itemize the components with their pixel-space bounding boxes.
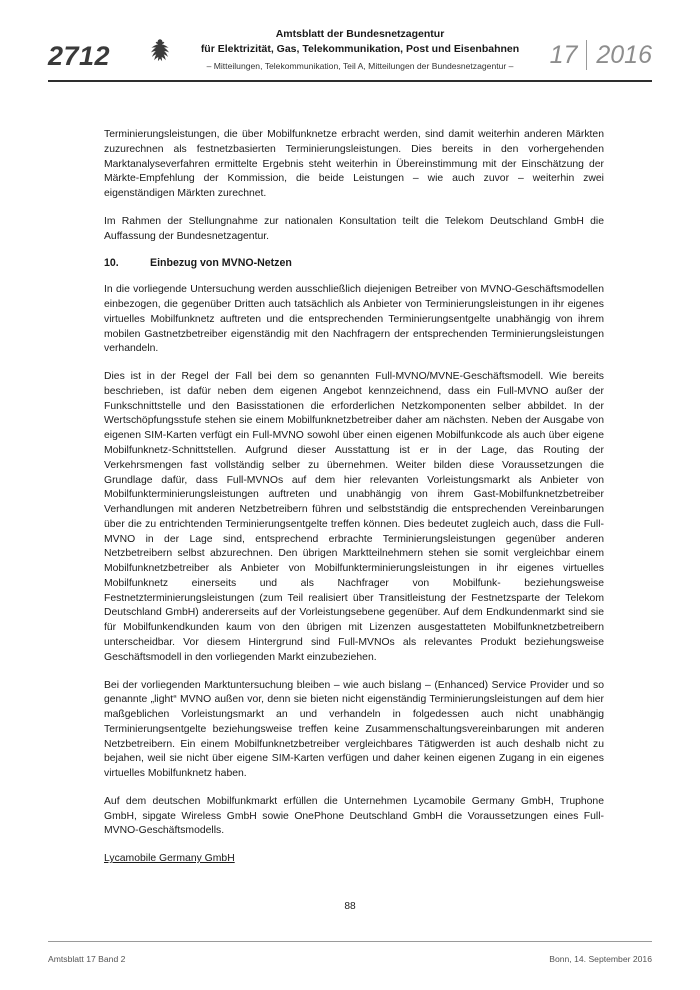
header-titles [180,27,540,70]
section-heading-10 [104,257,604,269]
paragraph-2: Im Rahmen der Stellungnahme zur nationalen Konsultation teilt die Telekom Deutschland GmbH die Auffassung der Bundesnetzagentur. [104,215,604,242]
section-title: Einbezug von MVNO-Netzen [150,257,292,270]
subheading-lycamobile: Lycamobile Germany GmbH [104,853,235,865]
header-title-line-2: für Elektrizität, Gas, Telekommunikation, Post und Eisenbahnen [200,42,520,55]
footer-left-text: Amtsblatt 17 Band 2 [48,954,126,964]
page-footer [48,941,652,964]
page-header [0,0,700,82]
header-divider [586,40,587,70]
header-issue-number: 17 [549,40,578,69]
paragraph-6: Auf dem deutschen Mobilfunkmarkt erfüllen die Unternehmen Lycamobile Germany GmbH, Truphone GmbH, sipgate Wireless GmbH sowie OnePhone Deutschland GmbH die Voraussetzungen eines Full-MVNO-Geschäftsmodells. [104,795,604,837]
german-federal-eagle-icon [140,31,180,67]
paragraph-3: In die vorliegende Untersuchung werden ausschließlich diejenigen Betreiber von MVNO-Geschäftsmodellen einbezogen, die gegenüber Dritten auch tatsächlich als Anbieter von Terminierungsleistungen in ihr eigenes virtuelles Mobilfunknetz auftreten und die entsprechenden Terminierungsentgelte unabhängig von ihrem mobilen Gastnetzbetreiber eigenständig mit den Nachfragern der entsprechenden Terminierungsleistungen verhandeln. [104,284,604,355]
header-subtitle: – Mitteilungen, Telekommunikation, Teil A, Mitteilungen der Bundesnetzagentur – [206,60,514,71]
page-number: 88 [344,901,356,912]
footer-rule [48,941,652,942]
paragraph-5: Bei der vorliegenden Marktuntersuchung bleiben – wie auch bislang – (Enhanced) Service Provider und so genannte „light“ MVNO außen vor, denn sie bieten nicht eigenständig Terminierungsleistungen auf dem hier maßgeblichen Vorleistungsmarkt an und verhandeln in folgedessen auch nicht unabhängig Terminierungsentgelte beziehungsweise treffen keine Zusammenschaltungsvereinbarungen mit anderen Netzbetreibern. Ein einem Mobilfunknetzbetreiber vergleichbares Tätigwerden ist auch deshalb nicht zu bejahen, weil sie nicht über eigene SIM-Karten verfügen und daher keinen eigenen Zugang in ein eigenes virtuelles Mobilfunknetz haben. [104,679,604,780]
paragraph-4: Dies ist in der Regel der Fall bei dem so genannten Full-MVNO/MVNE-Geschäftsmodell. Wie bereits beschrieben, ist dafür neben dem eigenen Angebot kennzeichnend, dass ein Full-MVNO außer der Funkschnittstelle und den Basisstationen die erforderlichen Netzkomponenten selber abbildet. In der Wertschöpfungsstufe stehen sie einem Mobilfunknetzbetreiber daher am nächsten. Neben der Ausgabe von eigenen SIM-Karten verfügt ein Full-MVNO sowohl über einen eigenen Mobilfunkcode als auch über eigene Mobilfunknetz-Schnittstellen. Aufgrund dieser Ausstattung ist er in der Lage, das Routing der Verkehrsmengen fast vollständig selber zu übernehmen. Weiter bilden diese Voraussetzungen die Grundlage dafür, dass Full-MVNOs auf dem hier relevanten Vorleistungsmarkt als Anbieter von Mobilfunkterminierungsleistungen auftreten und unabhängig von ihrem Gast-Mobilfunknetzbetreiber Verhandlungen mit anderen Netzbetreibern führen und selbstständig die entsprechenden Vereinbarungen über die zu entrichtenden Terminierungsentgelte treffen können. Dies bedeutet zugleich auch, dass die Full-MVNO in der Lage sind, entsprechend erbrachte Terminierungsleistungen gegenüber anderen Netzbetreibern selbst abzurechnen. Den übrigen Marktteilnehmern stehen sie somit vergleichbar einem Mobilfunknetzbetreiber als Anbieter von Mobilfunkterminierungsleistungen in ihr eigenes virtuelles Mobilfunknetz einerseits und als Nachfrager von Mobilfunk- beziehungsweise Festnetzterminierungsleistungen (zum Teil realisiert über Transitleistung der Festnetzsparte der Telekom Deutschland GmbH) andererseits auf der Vorleistungsebene gegenüber. Auf dem Endkundenmarkt sind sie für Mobilfunkendkunden kaum von den übrigen mit Lizenzen ausgestatteten Mobilfunknetzbetreibern unterscheidbar. Vor diesem Hintergrund sind Full-MVNOs als relevantes Produkt beziehungsweise Geschäftsmodell in den vorliegenden Markt einzubeziehen. [104,371,604,663]
header-title-line-1: Amtsblatt der Bundesnetzagentur [275,28,445,41]
header-issue-year [540,28,652,70]
header-page-marker: 2712 [48,40,111,71]
footer-right-text: Bonn, 14. September 2016 [549,954,652,964]
body-top-spacer [104,82,604,128]
header-year: 2016 [596,40,652,69]
section-number: 10. [104,257,119,270]
header-rule [48,80,652,82]
document-body [0,82,700,867]
paragraph-1: Terminierungsleistungen, die über Mobilfunknetze erbracht werden, sind damit weiterhin anderen Märkten zuzurechnen als festnetzbasierten Terminierungsleistungen. Dies bereits in den vorhergehenden Marktanalyseverfahren ermittelte Ergebnis steht weiterhin in Übereinstimmung mit der Einschätzung der Märkte-Empfehlung der Kommission, die beide Leistungen – wie auch zuvor – weiterhin zwei eigenständigen Märkten zurechnet. [104,129,604,200]
